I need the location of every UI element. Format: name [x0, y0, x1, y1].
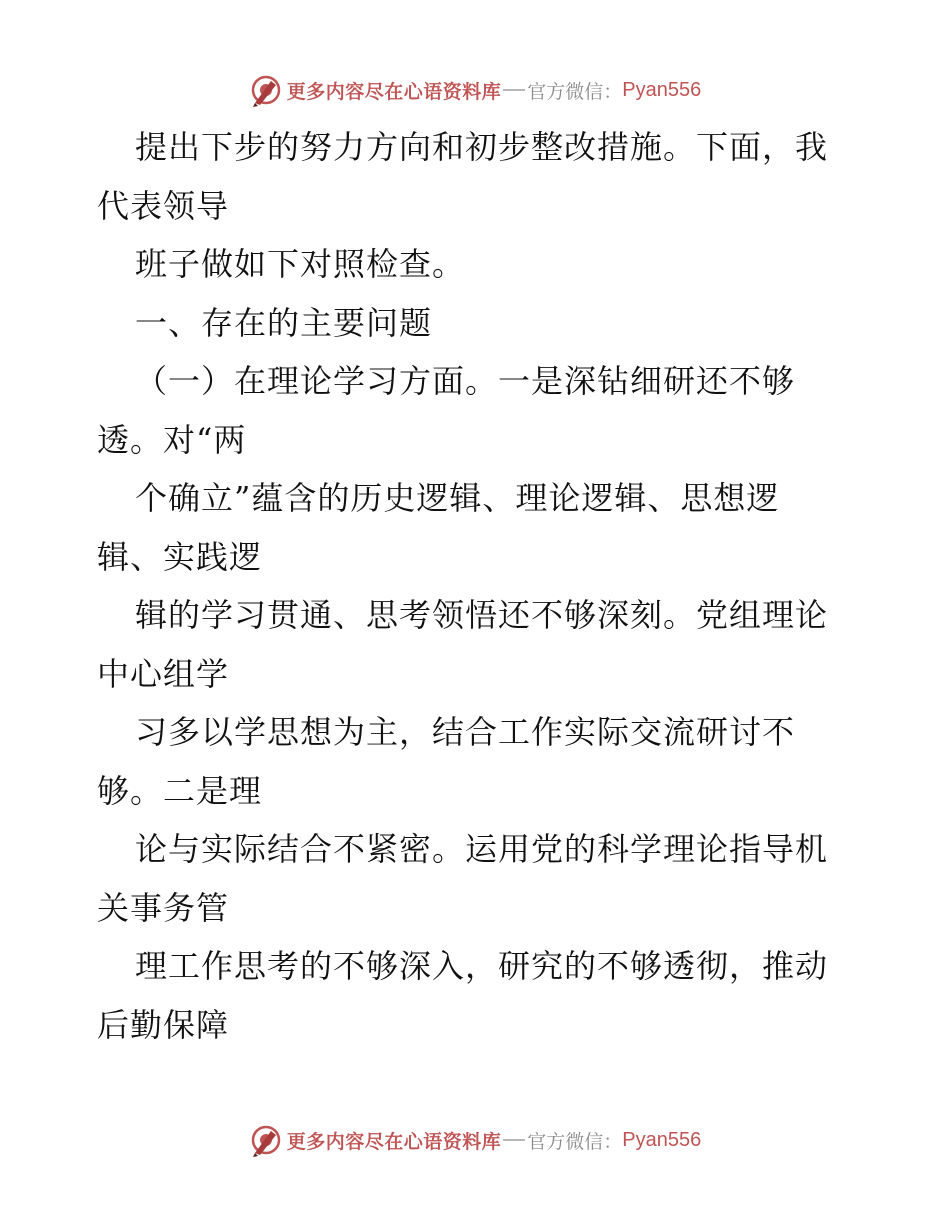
text-line: 论与实际结合不紧密。运用党的科学理论指导机	[135, 830, 829, 868]
text-line: 中心组学	[97, 654, 230, 693]
text-line: 提出下步的努力方向和初步整改措施。下面，我	[135, 128, 829, 166]
pen-logo-icon	[249, 1123, 283, 1157]
wechat-label: 官方微信：	[527, 1130, 623, 1153]
wechat-id: Pyan556	[622, 1128, 702, 1151]
pen-logo-icon	[249, 73, 283, 107]
text-line: 透。对“两	[97, 420, 247, 459]
text-line: 关事务管	[97, 888, 230, 927]
header-banner	[0, 70, 950, 110]
section-heading: 一、存在的主要问题	[135, 303, 433, 342]
banner-text: 更多内容尽在心语资料库	[286, 1130, 502, 1153]
text-line: （一）在理论学习方面。一是深钻细研还不够	[135, 362, 796, 400]
banner-divider	[503, 89, 525, 91]
text-line: 个确立”蕴含的历史逻辑、理论逻辑、思想逻	[135, 479, 780, 517]
text-line: 班子做如下对照检查。	[135, 245, 466, 283]
document-body	[97, 118, 857, 1054]
banner-text: 更多内容尽在心语资料库	[286, 80, 502, 103]
text-line: 辑、实践逻	[97, 537, 263, 576]
text-line: 代表领导	[97, 186, 230, 225]
text-line: 理工作思考的不够深入，研究的不够透彻，推动	[135, 947, 829, 985]
banner-divider	[503, 1139, 525, 1141]
text-line: 习多以学思想为主，结合工作实际交流研讨不	[135, 713, 796, 751]
footer-banner	[0, 1120, 950, 1160]
text-line: 够。二是理	[97, 771, 263, 810]
wechat-id: Pyan556	[622, 78, 702, 101]
text-line: 辑的学习贯通、思考领悟还不够深刻。党组理论	[135, 596, 829, 634]
wechat-label: 官方微信：	[527, 80, 623, 103]
text-line: 后勤保障	[97, 1005, 230, 1044]
